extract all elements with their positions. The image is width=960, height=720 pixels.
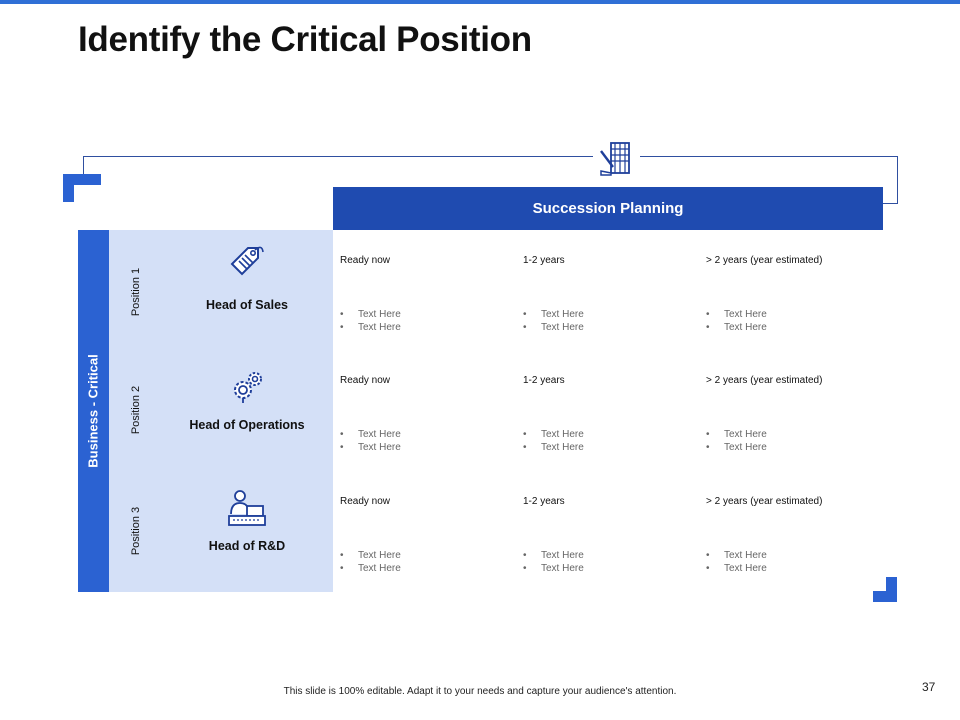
row1-col3-list xyxy=(706,308,767,334)
price-tag-icon xyxy=(228,244,266,282)
list-item: • Text Here xyxy=(706,563,767,574)
slide-title: Identify the Critical Position xyxy=(78,20,532,59)
row2-col1-head: Ready now xyxy=(340,375,391,386)
row2-col3-list xyxy=(706,428,767,454)
role-head-of-operations: Head of Operations xyxy=(189,418,305,432)
row2-col3-head: > 2 years (year estimated) xyxy=(706,375,823,386)
list-item: • Text Here xyxy=(340,322,401,333)
page-number: 37 xyxy=(922,680,936,694)
positions-panel xyxy=(109,230,333,592)
list-item: • Text Here xyxy=(706,442,767,453)
list-item: • Text Here xyxy=(523,309,584,320)
row3-col2-head: 1-2 years xyxy=(523,496,565,507)
position-label-1: Position 1 xyxy=(130,267,142,317)
list-item: • Text Here xyxy=(523,563,584,574)
checklist-pen-icon xyxy=(597,141,633,177)
row1-col2-list xyxy=(523,308,584,334)
list-item: • Text Here xyxy=(523,442,584,453)
business-critical-label: Business - Critical xyxy=(85,354,101,468)
frame-line-top-right xyxy=(640,156,898,157)
frame-line-right xyxy=(897,156,898,204)
position-label-3: Position 3 xyxy=(130,506,142,556)
list-item: • Text Here xyxy=(523,322,584,333)
list-item: • Text Here xyxy=(340,442,401,453)
row3-col2-list xyxy=(523,549,584,575)
frame-line-right-foot xyxy=(883,203,898,204)
list-item: • Text Here xyxy=(340,563,401,574)
frame-line-left xyxy=(83,156,84,174)
row1-col2-head: 1-2 years xyxy=(523,255,565,266)
row1-col1-list xyxy=(340,308,401,334)
list-item: • Text Here xyxy=(523,429,584,440)
gears-icon xyxy=(229,368,267,406)
row3-col1-head: Ready now xyxy=(340,496,391,507)
footer-note: This slide is 100% editable. Adapt it to your needs and capture your audience's attention. xyxy=(283,686,677,697)
top-accent-bar xyxy=(0,0,960,4)
researcher-icon xyxy=(227,488,267,528)
corner-accent-bottom-right-stem xyxy=(886,577,897,602)
row2-col2-head: 1-2 years xyxy=(523,375,565,386)
list-item: • Text Here xyxy=(706,429,767,440)
row1-col1-head: Ready now xyxy=(340,255,391,266)
corner-accent-top-left-stem xyxy=(63,174,74,202)
row2-col2-list xyxy=(523,428,584,454)
list-item: • Text Here xyxy=(340,429,401,440)
list-item: • Text Here xyxy=(523,550,584,561)
list-item: • Text Here xyxy=(340,309,401,320)
succession-planning-header: Succession Planning xyxy=(333,187,883,230)
role-head-of-rd: Head of R&D xyxy=(208,539,286,553)
frame-line-top-left xyxy=(83,156,593,157)
row3-col3-list xyxy=(706,549,767,575)
list-item: • Text Here xyxy=(340,550,401,561)
row2-col1-list xyxy=(340,428,401,454)
role-head-of-sales: Head of Sales xyxy=(206,298,288,312)
list-item: • Text Here xyxy=(706,309,767,320)
position-label-2: Position 2 xyxy=(130,385,142,435)
row3-col3-head: > 2 years (year estimated) xyxy=(706,496,823,507)
row3-col1-list xyxy=(340,549,401,575)
row1-col3-head: > 2 years (year estimated) xyxy=(706,255,823,266)
list-item: • Text Here xyxy=(706,550,767,561)
list-item: • Text Here xyxy=(706,322,767,333)
